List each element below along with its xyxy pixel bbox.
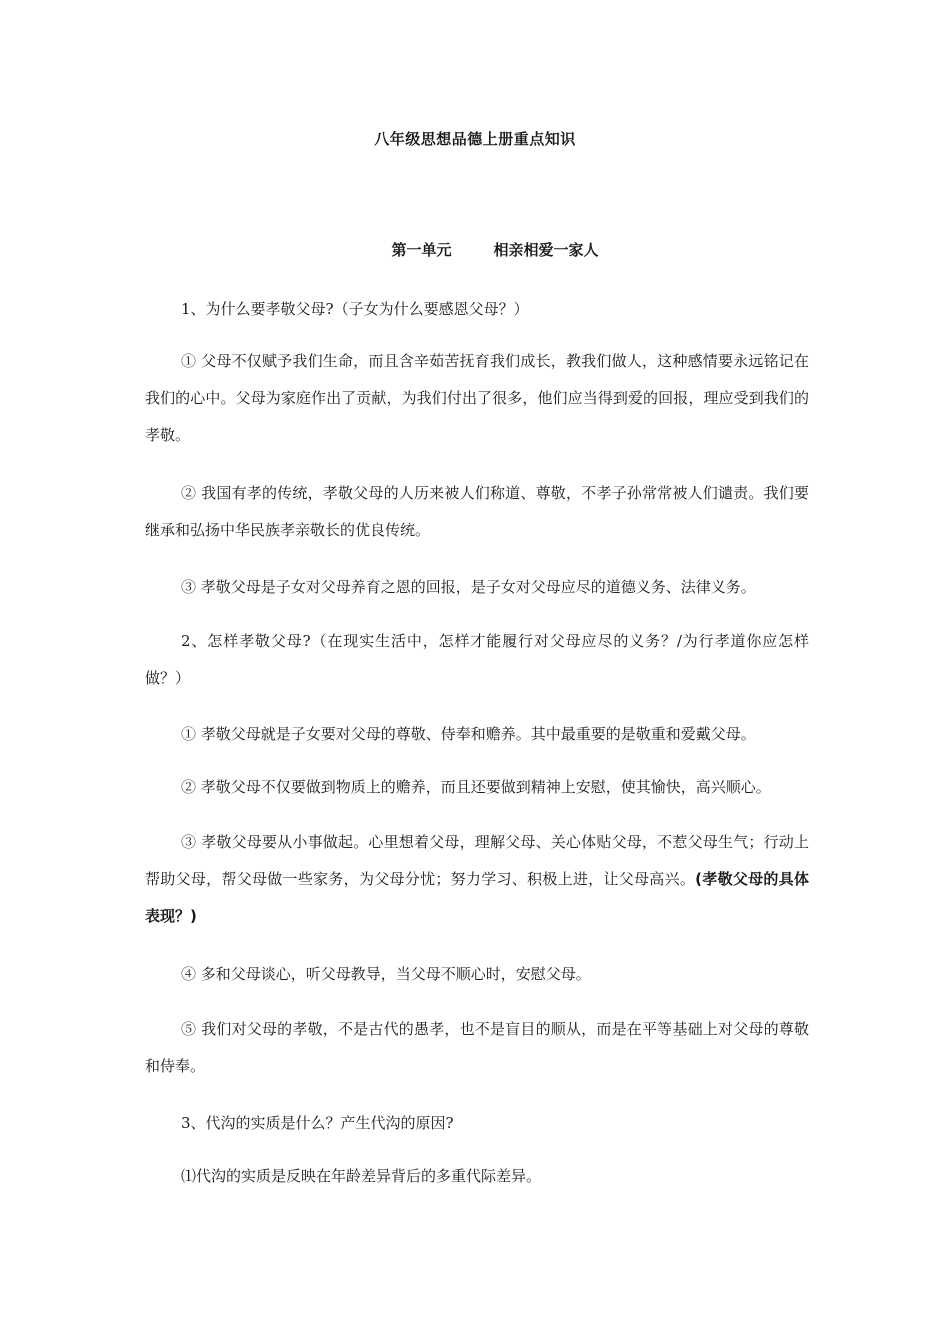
question-2: 2、怎样孝敬父母?（在现实生活中，怎样才能履行对父母应尽的义务？/为行孝道你应怎样做？） <box>145 632 809 687</box>
unit-number: 第一单元 <box>391 241 452 259</box>
unit-heading <box>0 239 950 260</box>
document-title: 八年级思想品德上册重点知识 <box>374 130 576 148</box>
question-1: 1、为什么要孝敬父母?（子女为什么要感恩父母？） <box>181 300 529 318</box>
answer-2-point-1: ① 孝敬父母就是子女要对父母的尊敬、侍奉和赡养。其中最重要的是敬重和爱戴父母。 <box>181 725 756 743</box>
answer-2-point-5: ⑤ 我们对父母的孝敬，不是古代的愚孝，也不是盲目的顺从，而是在平等基础上对父母的尊敬和侍奉。 <box>145 1020 809 1075</box>
answer-1-point-3: ③ 孝敬父母是子女对父母养育之恩的回报，是子女对父母应尽的道德义务、法律义务。 <box>181 578 756 596</box>
answer-1-point-2: ② 我国有孝的传统，孝敬父母的人历来被人们称道、尊敬，不孝子孙常常被人们谴责。我们要继承和弘扬中华民族孝亲敬长的优良传统。 <box>145 484 809 539</box>
answer-2-point-3-text: ③ 孝敬父母要从小事做起。心里想着父母，理解父母、关心体贴父母，不惹父母生气；行动上帮助父母，帮父母做一些家务，为父母分忧；努力学习、积极上进，让父母高兴。 <box>145 833 809 888</box>
answer-1-point-1: ① 父母不仅赋予我们生命，而且含辛茹苦抚育我们成长，教我们做人，这种感情要永远铭记在我们的心中。父母为家庭作出了贡献，为我们付出了很多，他们应当得到爱的回报，理应受到我们的孝敬。 <box>145 352 809 444</box>
answer-2-point-3 <box>145 824 809 935</box>
unit-name: 相亲相爱一家人 <box>493 241 599 259</box>
answer-2-point-4: ④ 多和父母谈心，听父母教导，当父母不顺心时，安慰父母。 <box>181 965 591 983</box>
answer-3-point-1: ⑴代沟的实质是反映在年龄差异背后的多重代际差异。 <box>181 1167 542 1185</box>
question-3: 3、代沟的实质是什么？产生代沟的原因? <box>181 1114 454 1132</box>
bold-note: (孝敬父母的具体表现？) <box>145 870 809 925</box>
answer-2-point-2: ② 孝敬父母不仅要做到物质上的赡养，而且还要做到精神上安慰，使其愉快，高兴顺心。 <box>181 778 771 796</box>
